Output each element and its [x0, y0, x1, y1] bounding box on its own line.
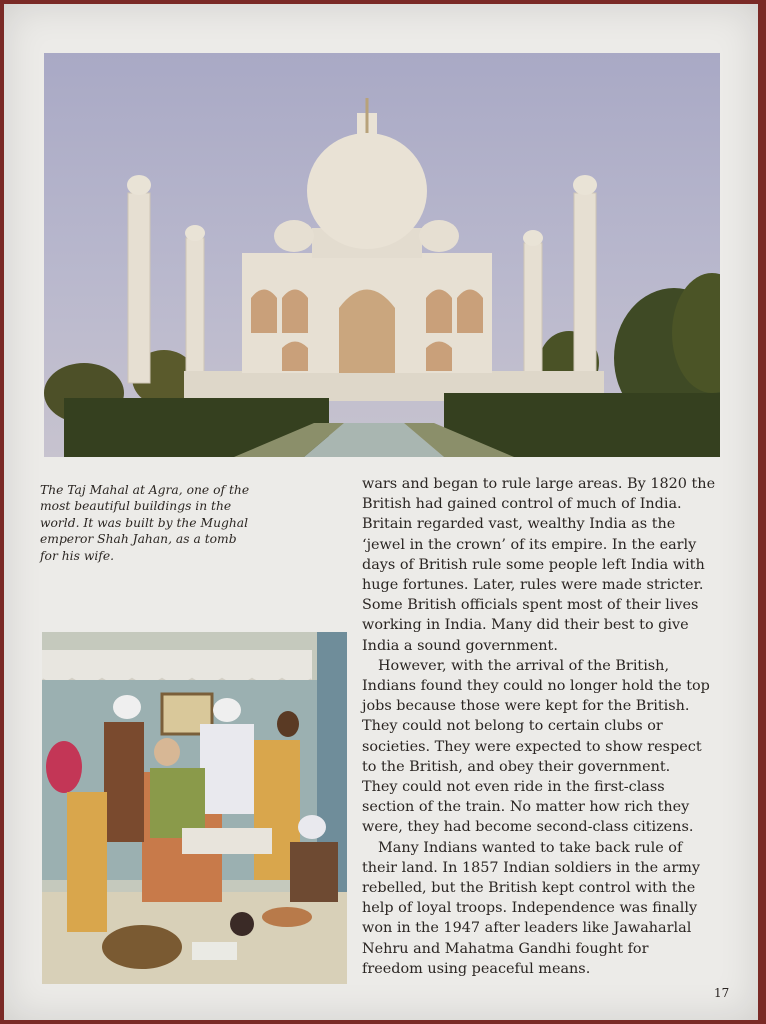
page-number: 17	[714, 986, 730, 1000]
taj-mahal-illustration	[44, 53, 720, 457]
body-line: Nehru and Mahatma Gandhi fought for	[362, 940, 649, 957]
body-line: Britain regarded vast, wealthy India as the	[362, 516, 676, 533]
body-line: rebelled, but the British kept control with the	[362, 880, 696, 897]
caption-line: emperor Shah Jahan, as a tomb	[40, 532, 237, 547]
colonial-painting	[42, 632, 347, 984]
body-line: days of British rule some people left India with	[362, 556, 705, 573]
body-line: India a sound government.	[362, 637, 558, 654]
caption-line: The Taj Mahal at Agra, one of the	[40, 483, 250, 497]
photo-caption	[40, 482, 262, 564]
caption-line: world. It was built by the Mughal	[40, 515, 249, 530]
body-line: However, with the arrival of the British,	[378, 657, 670, 674]
body-line: section of the train. No matter how rich they	[362, 799, 690, 816]
body-line: huge fortunes. Later, rules were made stricter.	[362, 577, 704, 594]
body-line: help of loyal troops. Independence was finally	[362, 900, 698, 917]
colonial-painting-illustration	[42, 632, 347, 984]
body-line: Some British officials spent most of their lives	[362, 597, 699, 614]
body-line: freedom using peaceful means.	[362, 960, 591, 977]
body-line: British had gained control of much of India.	[362, 496, 682, 513]
book-page	[4, 4, 758, 1020]
body-line: Indians found they could no longer hold the top	[362, 678, 710, 695]
body-text	[362, 474, 722, 979]
caption-line: most beautiful buildings in the	[40, 499, 232, 514]
body-line: to the British, and obey their government.	[362, 758, 671, 775]
body-line: They could not belong to certain clubs or	[362, 718, 663, 735]
body-line: ‘jewel in the crown’ of its empire. In the early	[362, 536, 697, 553]
body-line: were, they had become second-class citizens.	[362, 819, 694, 836]
caption-line: for his wife.	[40, 548, 115, 563]
body-line: their land. In 1857 Indian soldiers in the army	[362, 859, 700, 876]
taj-mahal-photo	[44, 53, 720, 457]
body-line: wars and began to rule large areas. By 1820 the	[362, 476, 716, 492]
body-line: They could not even ride in the first-class	[362, 779, 665, 796]
body-line: societies. They were expected to show respect	[362, 738, 702, 755]
body-line: Many Indians wanted to take back rule of	[378, 839, 683, 856]
body-line: working in India. Many did their best to give	[362, 617, 689, 634]
body-line: won in the 1947 after leaders like Jawaharlal	[362, 920, 692, 937]
body-line: jobs because those were kept for the British.	[362, 698, 690, 715]
